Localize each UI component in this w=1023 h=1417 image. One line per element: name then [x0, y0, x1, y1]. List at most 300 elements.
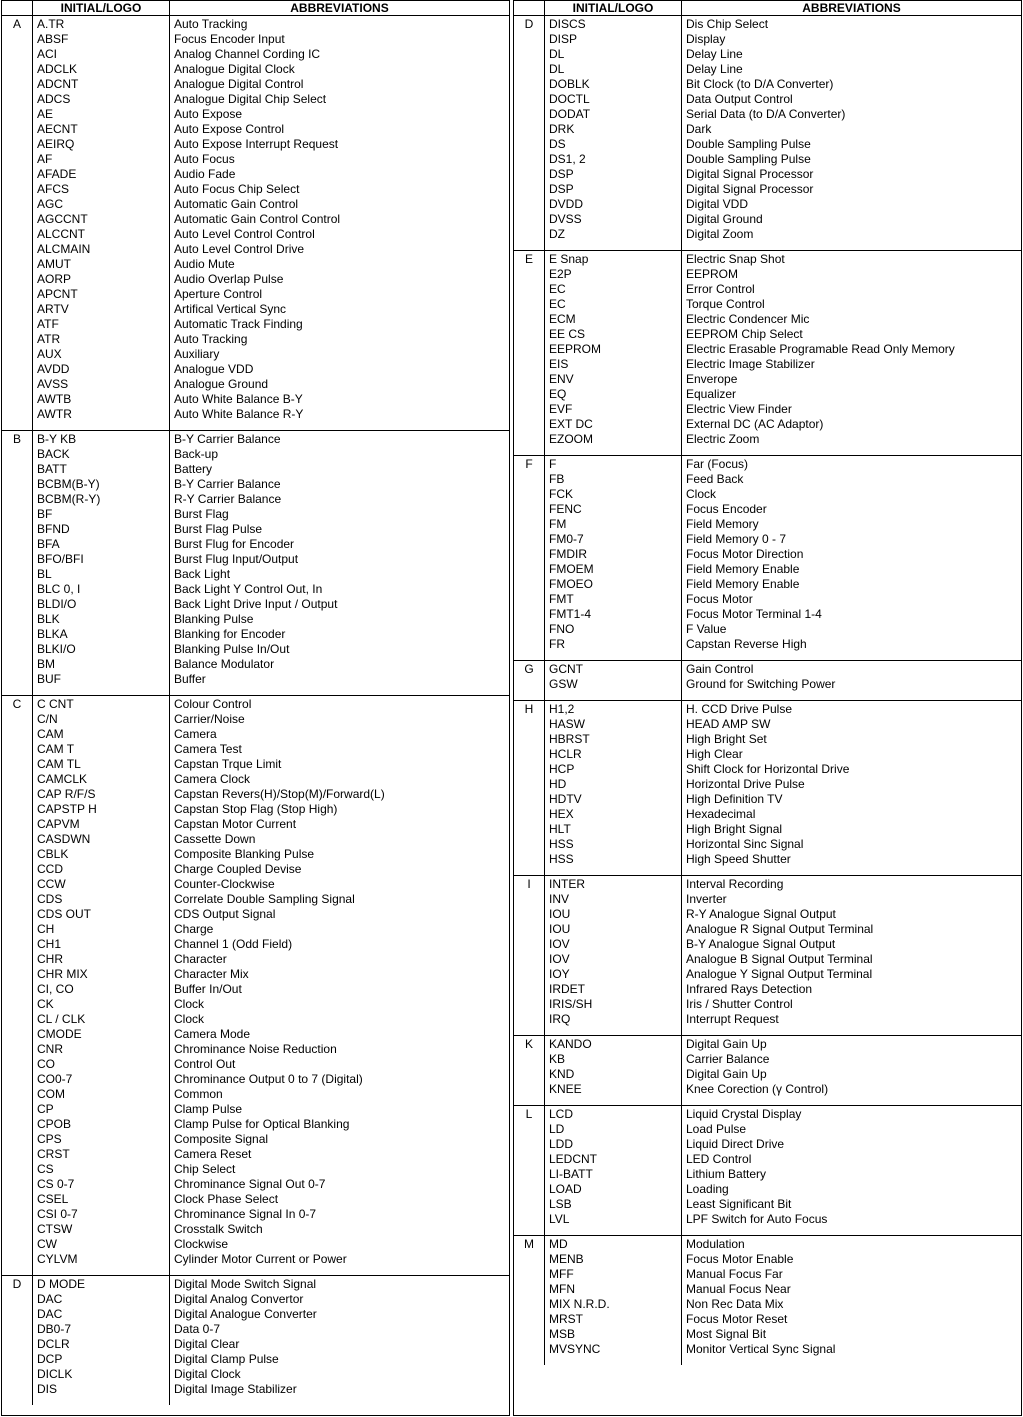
abbreviation-cell: Loading — [682, 1182, 1022, 1197]
abbreviation-cell: Carrier/Noise — [170, 712, 510, 727]
table-row — [2, 1352, 509, 1367]
section-letter — [514, 922, 545, 937]
abbreviation-cell: Analogue Digital Chip Select — [170, 92, 510, 107]
initial-cell: KANDO — [545, 1036, 682, 1053]
section-letter — [2, 392, 33, 407]
initial-cell: BM — [33, 657, 170, 672]
table-row — [2, 1292, 509, 1307]
initial-cell: AWTR — [33, 407, 170, 431]
section-letter — [514, 1197, 545, 1212]
section-letter — [514, 1212, 545, 1236]
table-row — [514, 251, 1021, 268]
abbreviation-cell: Digital Clear — [170, 1337, 510, 1352]
table-row — [2, 522, 509, 537]
abbreviation-cell: Artifical Vertical Sync — [170, 302, 510, 317]
initial-cell: ACI — [33, 47, 170, 62]
initial-cell: CAPSTP H — [33, 802, 170, 817]
table-row — [514, 472, 1021, 487]
section-letter: H — [524, 702, 534, 716]
section-letter — [2, 167, 33, 182]
section-letter — [2, 522, 33, 537]
abbreviation-cell: Auto Tracking — [170, 16, 510, 33]
table-row — [514, 432, 1021, 456]
initial-cell: H1,2 — [545, 701, 682, 718]
initial-cell: LEDCNT — [545, 1152, 682, 1167]
section-letter — [2, 1307, 33, 1322]
section-letter — [514, 152, 545, 167]
table-row — [2, 877, 509, 892]
abbreviation-cell: LED Control — [682, 1152, 1022, 1167]
abbreviation-cell: Horizontal Drive Pulse — [682, 777, 1022, 792]
section-letter — [514, 1067, 545, 1082]
section-letter: G — [524, 662, 534, 676]
section-letter: I — [527, 877, 531, 891]
table-row — [2, 431, 509, 448]
abbreviation-cell: Clamp Pulse for Optical Blanking — [170, 1117, 510, 1132]
table-row — [2, 537, 509, 552]
section-letter — [2, 1012, 33, 1027]
initial-cell: CPOB — [33, 1117, 170, 1132]
section-letter: E — [524, 252, 533, 266]
abbreviation-cell: Analogue Digital Clock — [170, 62, 510, 77]
section-letter — [2, 1177, 33, 1192]
section-letter — [514, 792, 545, 807]
section-letter — [2, 657, 33, 672]
abbreviation-cell: Least Significant Bit — [682, 1197, 1022, 1212]
table-row — [2, 1222, 509, 1237]
abbreviation-cell: Digital VDD — [682, 197, 1022, 212]
section-letter — [514, 937, 545, 952]
abbreviation-cell: Analogue VDD — [170, 362, 510, 377]
abbreviation-cell: Digital Signal Processor — [682, 167, 1022, 182]
section-letter — [2, 1337, 33, 1352]
table-row — [2, 227, 509, 242]
table-row — [2, 1367, 509, 1382]
section-letter — [2, 332, 33, 347]
initial-cell: MVSYNC — [545, 1342, 682, 1365]
section-letter — [2, 1057, 33, 1072]
initial-cell: FENC — [545, 502, 682, 517]
section-letter — [2, 1147, 33, 1162]
abbreviation-cell: Auto White Balance B-Y — [170, 392, 510, 407]
abbreviation-cell: Back Light Drive Input / Output — [170, 597, 510, 612]
table-row — [514, 372, 1021, 387]
initial-cell: MIX N.R.D. — [545, 1297, 682, 1312]
abbreviation-cell: Burst Flug for Encoder — [170, 537, 510, 552]
section-letter — [2, 62, 33, 77]
section-letter — [2, 212, 33, 227]
initial-cell: MENB — [545, 1252, 682, 1267]
section-letter — [514, 1252, 545, 1267]
table-row — [2, 1042, 509, 1057]
table-row — [514, 77, 1021, 92]
initial-cell: CH1 — [33, 937, 170, 952]
table-row — [514, 1297, 1021, 1312]
initial-cell: HBRST — [545, 732, 682, 747]
section-letter — [2, 712, 33, 727]
abbreviation-cell: Chrominance Signal In 0-7 — [170, 1207, 510, 1222]
table-row — [2, 552, 509, 567]
abbreviation-cell: Capstan Revers(H)/Stop(M)/Forward(L) — [170, 787, 510, 802]
section-letter — [514, 1312, 545, 1327]
table-row — [514, 622, 1021, 637]
section-letter — [514, 212, 545, 227]
section-letter — [2, 937, 33, 952]
initial-cell: CAPVM — [33, 817, 170, 832]
abbreviation-cell: F Value — [682, 622, 1022, 637]
initial-cell: CO — [33, 1057, 170, 1072]
abbreviation-cell: Audio Fade — [170, 167, 510, 182]
abbreviation-cell: Chrominance Signal Out 0-7 — [170, 1177, 510, 1192]
table-row — [514, 792, 1021, 807]
table-row — [2, 1382, 509, 1405]
abbreviation-cell: Iris / Shutter Control — [682, 997, 1022, 1012]
section-letter — [2, 567, 33, 582]
table-row — [514, 876, 1021, 893]
initial-cell: ENV — [545, 372, 682, 387]
initial-cell: LSB — [545, 1197, 682, 1212]
abbreviation-cell: Manual Focus Far — [682, 1267, 1022, 1282]
abbreviation-cell: Battery — [170, 462, 510, 477]
table-row — [2, 1337, 509, 1352]
table-row — [514, 807, 1021, 822]
initial-cell: HD — [545, 777, 682, 792]
table-row — [2, 1192, 509, 1207]
abbreviation-cell: Charge — [170, 922, 510, 937]
abbreviation-cell: Counter-Clockwise — [170, 877, 510, 892]
initial-cell: AF — [33, 152, 170, 167]
abbreviation-cell: Feed Back — [682, 472, 1022, 487]
abbreviation-cell: High Speed Shutter — [682, 852, 1022, 876]
initial-cell: CHR MIX — [33, 967, 170, 982]
initial-cell: DAC — [33, 1292, 170, 1307]
section-letter — [514, 107, 545, 122]
abbreviation-cell: Equalizer — [682, 387, 1022, 402]
table-row — [2, 817, 509, 832]
abbreviation-cell: Hexadecimal — [682, 807, 1022, 822]
initial-cell: AORP — [33, 272, 170, 287]
initial-cell: CPS — [33, 1132, 170, 1147]
abbreviation-cell: Focus Motor Enable — [682, 1252, 1022, 1267]
abbreviation-cell: Auto Tracking — [170, 332, 510, 347]
abbreviation-cell: High Bright Set — [682, 732, 1022, 747]
initial-cell: CAM — [33, 727, 170, 742]
initial-cell: ADCNT — [33, 77, 170, 92]
initial-cell: CAMCLK — [33, 772, 170, 787]
abbreviation-cell: R-Y Analogue Signal Output — [682, 907, 1022, 922]
section-letter — [514, 432, 545, 456]
table-row — [2, 892, 509, 907]
section-letter — [2, 242, 33, 257]
initial-cell: BCBM(B-Y) — [33, 477, 170, 492]
initial-cell: BCBM(R-Y) — [33, 492, 170, 507]
table-row — [2, 1027, 509, 1042]
initial-cell: HCP — [545, 762, 682, 777]
abbreviation-cell: Capstan Trque Limit — [170, 757, 510, 772]
abbreviation-cell: Colour Control — [170, 696, 510, 713]
abbreviation-cell: Audio Overlap Pulse — [170, 272, 510, 287]
section-letter — [2, 997, 33, 1012]
section-letter — [514, 357, 545, 372]
table-row — [514, 1327, 1021, 1342]
initial-cell: FCK — [545, 487, 682, 502]
abbreviation-cell: Cylinder Motor Current or Power — [170, 1252, 510, 1276]
section-letter — [514, 562, 545, 577]
table-row — [514, 661, 1021, 678]
table-row — [2, 1087, 509, 1102]
table-row — [514, 152, 1021, 167]
abbreviation-cell: Automatic Gain Control Control — [170, 212, 510, 227]
initial-cell: BL — [33, 567, 170, 582]
section-letter — [2, 197, 33, 212]
abbreviation-cell: Electric View Finder — [682, 402, 1022, 417]
table-row — [2, 1237, 509, 1252]
initial-cell: CL / CLK — [33, 1012, 170, 1027]
table-row — [514, 822, 1021, 837]
abbreviation-cell: Auto Expose Control — [170, 122, 510, 137]
section-letter — [2, 877, 33, 892]
table-row — [514, 402, 1021, 417]
section-letter — [514, 472, 545, 487]
table-row — [514, 16, 1021, 33]
section-letter — [514, 592, 545, 607]
initial-cell: DVDD — [545, 197, 682, 212]
initial-cell: F — [545, 456, 682, 473]
table-row — [2, 32, 509, 47]
abbreviation-cell: Electric Erasable Programable Read Only Memory — [682, 342, 1022, 357]
table-row — [514, 1312, 1021, 1327]
table-row — [514, 747, 1021, 762]
table-row — [2, 257, 509, 272]
initial-cell: HASW — [545, 717, 682, 732]
table-row — [514, 387, 1021, 402]
section-letter — [2, 847, 33, 862]
section-letter — [2, 1027, 33, 1042]
initial-cell: BUF — [33, 672, 170, 696]
section-letter — [514, 837, 545, 852]
table-row — [514, 1267, 1021, 1282]
initial-cell: MRST — [545, 1312, 682, 1327]
abbreviation-cell: Non Rec Data Mix — [682, 1297, 1022, 1312]
abbreviation-cell: Enverope — [682, 372, 1022, 387]
abbreviation-cell: Horizontal Sinc Signal — [682, 837, 1022, 852]
section-letter — [2, 1237, 33, 1252]
table-row — [514, 517, 1021, 532]
table-row — [2, 772, 509, 787]
abbreviation-cell: Double Sampling Pulse — [682, 137, 1022, 152]
abbreviation-cell: Blanking Pulse In/Out — [170, 642, 510, 657]
table-row — [514, 1036, 1021, 1053]
table-row — [2, 77, 509, 92]
initial-cell: DS1, 2 — [545, 152, 682, 167]
initial-cell: FMDIR — [545, 547, 682, 562]
table-row — [2, 242, 509, 257]
table-row — [514, 1236, 1021, 1253]
table-row — [2, 492, 509, 507]
abbreviation-cell: Analog Channel Cording IC — [170, 47, 510, 62]
initial-cell: CI, CO — [33, 982, 170, 997]
table-row — [2, 712, 509, 727]
table-row — [514, 1012, 1021, 1036]
table-row — [2, 672, 509, 696]
header-letter-cell — [514, 1, 545, 16]
section-letter — [2, 727, 33, 742]
initial-cell: IOV — [545, 937, 682, 952]
initial-cell: FM0-7 — [545, 532, 682, 547]
section-letter — [2, 582, 33, 597]
section-letter — [514, 807, 545, 822]
table-row — [514, 312, 1021, 327]
table-row — [514, 297, 1021, 312]
section-letter — [2, 1352, 33, 1367]
table-row — [514, 997, 1021, 1012]
initial-cell: CAM TL — [33, 757, 170, 772]
abbreviation-cell: Digital Analog Convertor — [170, 1292, 510, 1307]
initial-cell: AGC — [33, 197, 170, 212]
table-row — [514, 487, 1021, 502]
section-letter — [514, 1282, 545, 1297]
section-letter — [514, 402, 545, 417]
table-row — [514, 137, 1021, 152]
table-row — [2, 787, 509, 802]
abbreviation-cell: Clockwise — [170, 1237, 510, 1252]
initial-cell: DL — [545, 62, 682, 77]
initial-cell: DZ — [545, 227, 682, 251]
abbreviation-cell: Most Signal Bit — [682, 1327, 1022, 1342]
initial-cell: CRST — [33, 1147, 170, 1162]
abbreviation-cell: R-Y Carrier Balance — [170, 492, 510, 507]
section-letter — [2, 407, 33, 431]
section-letter — [514, 547, 545, 562]
initial-cell: EIS — [545, 357, 682, 372]
initial-cell: AMUT — [33, 257, 170, 272]
abbreviation-cell: Interval Recording — [682, 876, 1022, 893]
section-letter — [2, 492, 33, 507]
table-row — [2, 92, 509, 107]
abbreviation-cell: Audio Mute — [170, 257, 510, 272]
initial-cell: C CNT — [33, 696, 170, 713]
section-letter — [514, 267, 545, 282]
initial-cell: IOV — [545, 952, 682, 967]
section-letter — [2, 1222, 33, 1237]
initial-cell: LVL — [545, 1212, 682, 1236]
initial-cell: DAC — [33, 1307, 170, 1322]
initial-cell: GSW — [545, 677, 682, 701]
section-letter: B — [12, 432, 21, 446]
initial-cell: DSP — [545, 167, 682, 182]
abbreviation-cell: Analogue Ground — [170, 377, 510, 392]
abbreviation-cell: External DC (AC Adaptor) — [682, 417, 1022, 432]
section-letter — [2, 227, 33, 242]
table-row — [2, 696, 509, 713]
initial-cell: HSS — [545, 852, 682, 876]
table-row — [514, 342, 1021, 357]
table-row — [2, 1276, 509, 1293]
abbreviation-cell: Electric Condencer Mic — [682, 312, 1022, 327]
table-row — [514, 677, 1021, 701]
section-letter — [2, 907, 33, 922]
abbreviation-cell: Chrominance Output 0 to 7 (Digital) — [170, 1072, 510, 1087]
section-letter — [2, 802, 33, 817]
section-letter — [514, 62, 545, 77]
section-letter — [2, 1042, 33, 1057]
abbreviation-cell: Common — [170, 1087, 510, 1102]
initial-cell: FMT1-4 — [545, 607, 682, 622]
section-letter — [514, 622, 545, 637]
section-letter: C — [12, 697, 22, 711]
initial-cell: ATR — [33, 332, 170, 347]
initial-cell: BFO/BFI — [33, 552, 170, 567]
abbreviation-cell: Auto Level Control Drive — [170, 242, 510, 257]
abbreviation-cell: B-Y Carrier Balance — [170, 431, 510, 448]
initial-cell: CHR — [33, 952, 170, 967]
table-row — [514, 282, 1021, 297]
initial-cell: HDTV — [545, 792, 682, 807]
section-letter: D — [12, 1277, 22, 1291]
initial-cell: BLK — [33, 612, 170, 627]
table-row — [2, 362, 509, 377]
abbreviation-cell: Composite Blanking Pulse — [170, 847, 510, 862]
abbreviation-cell: Digital Signal Processor — [682, 182, 1022, 197]
abbreviation-cell: B-Y Carrier Balance — [170, 477, 510, 492]
abbreviation-cell: Capstan Stop Flag (Stop High) — [170, 802, 510, 817]
abbreviation-cell: Ground for Switching Power — [682, 677, 1022, 701]
abbreviation-cell: Auto Level Control Control — [170, 227, 510, 242]
initial-cell: DISP — [545, 32, 682, 47]
section-letter — [2, 1207, 33, 1222]
table-row — [514, 1212, 1021, 1236]
section-letter — [2, 967, 33, 982]
abbreviation-cell: Field Memory Enable — [682, 562, 1022, 577]
abbreviation-cell: Capstan Reverse High — [682, 637, 1022, 661]
table-row — [2, 567, 509, 582]
abbreviation-cell: Analogue R Signal Output Terminal — [682, 922, 1022, 937]
section-letter — [514, 1082, 545, 1106]
table-row — [514, 637, 1021, 661]
table-row — [2, 847, 509, 862]
initial-cell: AE — [33, 107, 170, 122]
table-row — [2, 1117, 509, 1132]
abbreviation-cell: Digital Gain Up — [682, 1036, 1022, 1053]
section-letter — [514, 182, 545, 197]
table-row — [514, 1182, 1021, 1197]
abbreviation-cell: Digital Zoom — [682, 227, 1022, 251]
table-row — [2, 997, 509, 1012]
initial-cell: BFA — [33, 537, 170, 552]
section-letter — [514, 487, 545, 502]
section-letter — [2, 462, 33, 477]
initial-cell: CSEL — [33, 1192, 170, 1207]
section-letter — [514, 637, 545, 661]
table-row — [2, 407, 509, 431]
initial-cell: AWTB — [33, 392, 170, 407]
abbreviation-cell: Gain Control — [682, 661, 1022, 678]
abbreviation-cell: Capstan Motor Current — [170, 817, 510, 832]
initial-cell: DB0-7 — [33, 1322, 170, 1337]
section-letter — [514, 967, 545, 982]
table-row — [514, 937, 1021, 952]
initial-cell: CTSW — [33, 1222, 170, 1237]
abbreviation-cell: Infrared Rays Detection — [682, 982, 1022, 997]
table-row — [2, 802, 509, 817]
initial-cell: INV — [545, 892, 682, 907]
initial-cell: BLKA — [33, 627, 170, 642]
header-initial: INITIAL/LOGO — [545, 1, 682, 16]
initial-cell: ADCS — [33, 92, 170, 107]
section-letter: F — [525, 457, 533, 471]
abbreviation-cell: Field Memory 0 - 7 — [682, 532, 1022, 547]
initial-cell: HLT — [545, 822, 682, 837]
